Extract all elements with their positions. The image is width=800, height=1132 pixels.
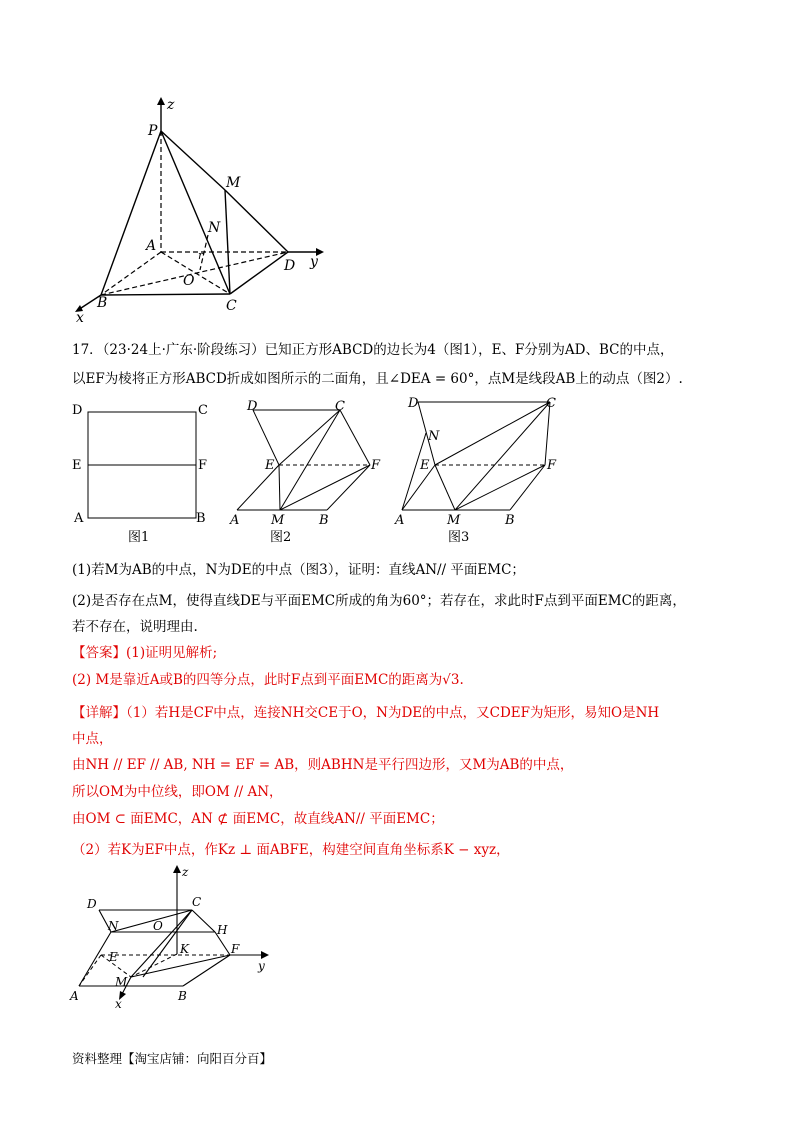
fig2-f-label: F (371, 458, 381, 473)
fig1-a-label: A (74, 511, 84, 526)
detail-line-5: 由OM ⊂ 面EMC，AN ⊄ 面EMC，故直线AN// 平面EMC； (72, 811, 444, 827)
bottom-coordinate-figure (65, 862, 280, 1012)
problem-line-2: 以EF为棱将正方形ABCD折成如图所示的二面角，且∠DEA = 60°，点M是线段AB上的动点（图2）. (72, 371, 683, 387)
answer-line-2: (2) M是靠近A或B的四等分点，此时F点到平面EMC的距离为√3. (72, 672, 464, 688)
fig2-caption: 图2 (270, 530, 292, 545)
point-a-label: A (146, 238, 157, 254)
bottom-m-label: M (115, 975, 128, 989)
bottom-c-label: C (192, 895, 202, 909)
fig1-d-label: D (72, 403, 83, 418)
point-o-label: O (183, 273, 195, 289)
detail-line-1: 【详解】（1）若H是CF中点，连接NH交CE于O，N为DE的中点，又CDEF为矩形，易知O是NH (72, 705, 660, 721)
bottom-a-label: A (70, 989, 79, 1003)
detail-line-6: （2）若K为EF中点，作Kz ⊥ 面ABFE，构建空间直角坐标系K − xyz， (72, 842, 510, 858)
fig2-a-label: A (230, 513, 240, 528)
fig3-n-label: N (428, 429, 440, 444)
fig2-e-label: E (265, 458, 275, 473)
detail-line-3: 由NH // EF // AB, NH = EF = AB，则ABHN是平行四边形，又M为AB的中点， (72, 757, 574, 773)
bottom-d-label: D (87, 897, 97, 911)
bottom-e-label: E (109, 950, 118, 964)
fig3-caption: 图3 (448, 530, 470, 545)
point-p-label: P (148, 123, 158, 139)
question-2-line-1: (2)是否存在点M，使得直线DE与平面EMC所成的角为60°；若存在，求此时F点到平面EMC的距离， (72, 593, 686, 609)
axis-y-label: y (310, 254, 318, 270)
point-m-label: M (226, 175, 241, 191)
question-2-line-2: 若不存在，说明理由. (72, 619, 198, 635)
bottom-k-label: K (180, 942, 189, 956)
problem-line-1: 17．（23·24上·广东·阶段练习）已知正方形ABCD的边长为4（图1），E、F分别为AD、BC的中点， (72, 342, 674, 358)
bottom-b-label: B (178, 989, 187, 1003)
axis-z-label: z (167, 97, 175, 113)
fig3-d-label: D (408, 396, 419, 411)
fig1-b-label: B (196, 511, 206, 526)
fig3-f-label: F (547, 458, 557, 473)
fig3-m-label: M (447, 513, 461, 528)
fig1-e-label: E (72, 458, 82, 473)
bottom-o-label: O (153, 919, 163, 933)
point-d-label: D (284, 258, 296, 274)
bottom-axis-z-label: z (182, 865, 189, 879)
bottom-axis-y-label: y (258, 959, 265, 973)
bottom-axis-x-label: x (115, 997, 122, 1011)
fig2-b-label: B (319, 513, 329, 528)
footer-source: 资料整理【淘宝店铺：向阳百分百】 (72, 1051, 273, 1066)
fig1-caption: 图1 (128, 530, 150, 545)
fig3-b-label: B (505, 513, 515, 528)
detail-line-2: 中点， (72, 731, 113, 747)
fig1-c-label: C (198, 403, 208, 418)
point-c-label: C (226, 298, 237, 314)
fig2-c-label: C (335, 399, 345, 414)
fig3-e-label: E (420, 458, 430, 473)
point-b-label: B (97, 295, 108, 311)
bottom-h-label: H (217, 923, 228, 937)
figure-1 (70, 398, 220, 548)
figure-3 (390, 390, 570, 548)
top-pyramid-figure (70, 95, 340, 325)
bottom-n-label: N (108, 919, 119, 933)
point-r-label: r (198, 249, 204, 262)
fig3-c-label: C (546, 396, 556, 411)
axis-x-label: x (76, 310, 84, 325)
detail-line-4: 所以OM为中位线，即OM // AN， (72, 784, 283, 800)
point-n-label: N (208, 220, 221, 236)
fig3-a-label: A (395, 513, 405, 528)
question-1: (1)若M为AB的中点，N为DE的中点（图3），证明：直线AN// 平面EMC； (72, 562, 525, 578)
fig2-m-label: M (271, 513, 285, 528)
fig1-f-label: F (198, 458, 208, 473)
fig2-d-label: D (247, 399, 258, 414)
bottom-f-label: F (231, 942, 240, 956)
answer-line-1: 【答案】(1)证明见解析; (72, 645, 218, 661)
figure-2 (225, 398, 395, 548)
